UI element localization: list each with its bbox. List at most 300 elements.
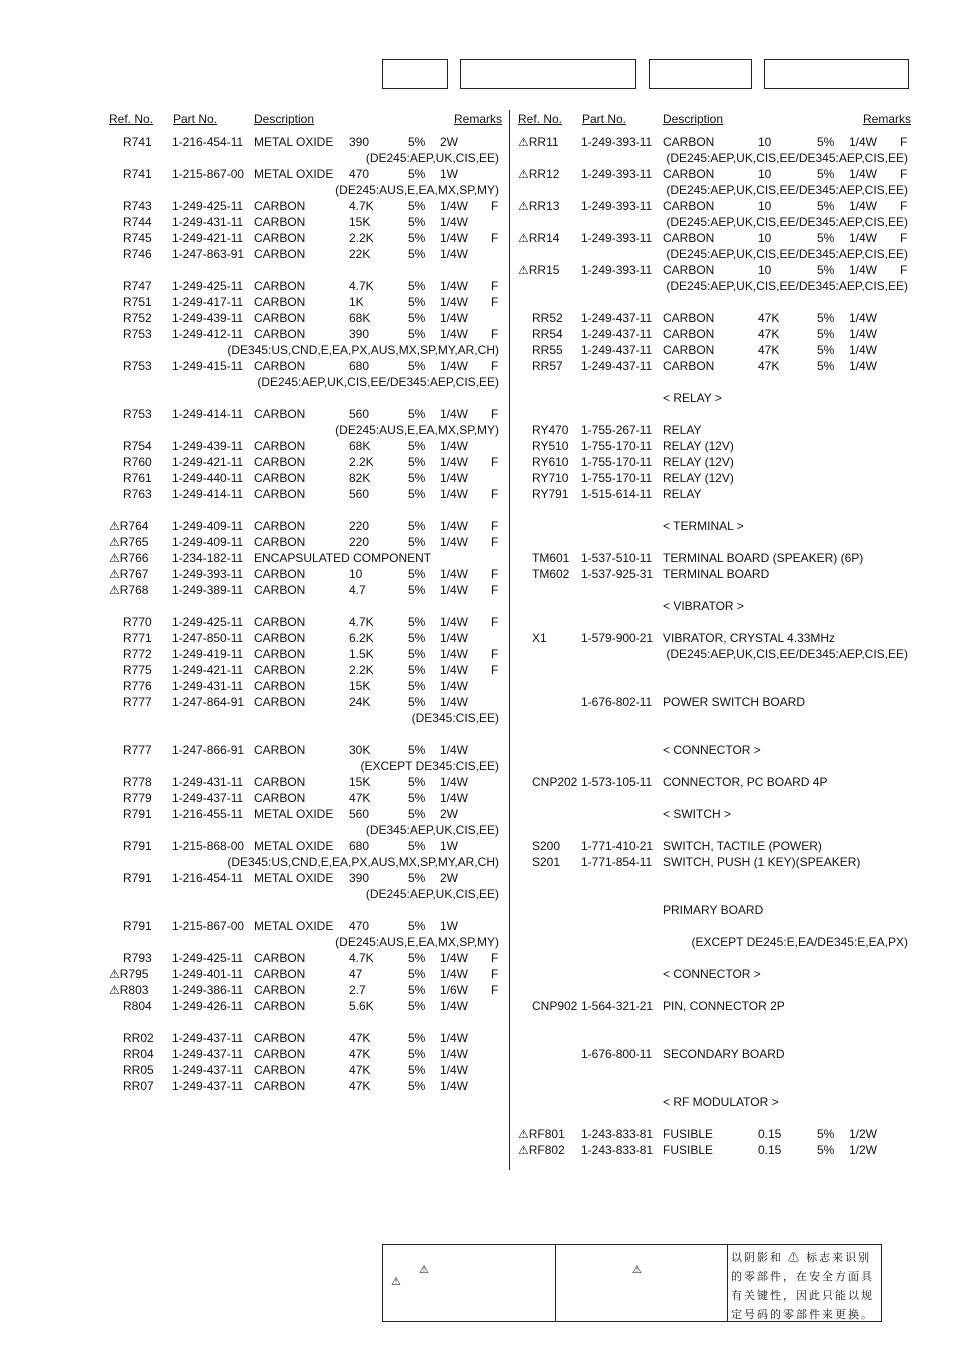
cell-part: 1-249-414-11: [172, 487, 244, 501]
cell-desc: CARBON: [254, 999, 306, 1013]
cell-desc: RELAY: [663, 487, 702, 501]
left-part-row: [0, 663, 954, 679]
cell-desc: CARBON: [254, 215, 306, 229]
cell-value: 390: [349, 135, 370, 149]
header-box-3: [649, 59, 752, 89]
cell-rating: 1/4W: [440, 583, 469, 597]
cell-part: 1-249-426-11: [172, 999, 244, 1013]
cell-remark: (DE245:AEP,UK,CIS,EE/DE345:AEP,CIS,EE): [666, 247, 908, 261]
cell-part: 1-249-437-11: [172, 1031, 244, 1045]
cell-ref: R770: [123, 615, 152, 629]
cell-ref: RY510: [532, 439, 569, 453]
cell-part: 1-249-393-11: [172, 567, 244, 581]
cell-part: 1-249-415-11: [172, 359, 244, 373]
left-part-row: [0, 871, 954, 887]
cell-rating: 1/4W: [440, 199, 469, 213]
cell-desc: CARBON: [254, 775, 306, 789]
cell-ref: R791: [123, 839, 152, 853]
cell-value: 0.15: [758, 1143, 782, 1157]
cell-desc: CARBON: [254, 663, 306, 677]
cell-desc: CARBON: [254, 583, 306, 597]
cell-value: 10: [758, 135, 772, 149]
cell-part: 1-249-417-11: [172, 295, 244, 309]
cell-value: 47K: [349, 791, 371, 805]
cell-desc: CARBON: [663, 263, 715, 277]
cell-part: 1-247-864-91: [172, 695, 245, 709]
cell-desc: CARBON: [254, 951, 306, 965]
cell-desc: RELAY: [663, 423, 702, 437]
left-header-desc: Description: [254, 112, 315, 126]
cell-part: 1-249-437-11: [172, 1047, 244, 1061]
right-part-row: [0, 1095, 954, 1111]
cell-rating: 1/4W: [440, 631, 469, 645]
cell-part: 1-249-421-11: [172, 231, 244, 245]
left-part-row: [0, 583, 954, 599]
right-part-row: [0, 839, 954, 855]
left-part-row: [0, 375, 954, 391]
right-part-row: [0, 743, 954, 759]
cell-ref: R772: [123, 647, 152, 661]
cell-value: 47K: [758, 359, 780, 373]
cell-tolerance: 5%: [408, 951, 426, 965]
cell-remark: F: [491, 279, 499, 293]
cell-remark: (DE245:AEP,UK,CIS,EE/DE345:AEP,CIS,EE): [666, 183, 908, 197]
cell-value: 390: [349, 871, 370, 885]
cell-remark: F: [900, 199, 908, 213]
cell-ref: R753: [123, 407, 152, 421]
right-part-row: [0, 903, 954, 919]
cell-ref: RR04: [123, 1047, 154, 1061]
cell-ref: R778: [123, 775, 152, 789]
cell-remark: F: [491, 231, 499, 245]
cell-part: 1-537-510-11: [581, 551, 653, 565]
cell-part: 1-249-393-11: [581, 199, 653, 213]
cell-remark: (DE345:AEP,UK,CIS,EE): [365, 823, 499, 837]
cell-ref: ⚠R767: [109, 567, 149, 581]
cell-value: 4.7K: [349, 279, 374, 293]
cell-part: 1-249-437-11: [172, 1063, 244, 1077]
cell-value: 4.7K: [349, 615, 374, 629]
cell-ref: ⚠RF802: [518, 1143, 565, 1157]
cell-ref: ⚠RR13: [518, 199, 560, 213]
cell-desc: CARBON: [254, 695, 306, 709]
cell-part: 1-249-393-11: [581, 231, 653, 245]
cell-remark: F: [491, 567, 499, 581]
cell-rating: 1/4W: [440, 279, 469, 293]
right-part-row: [0, 599, 954, 615]
cell-tolerance: 5%: [817, 263, 835, 277]
cell-ref: R763: [123, 487, 152, 501]
cell-part: 1-216-455-11: [172, 807, 244, 821]
cell-ref: R791: [123, 807, 152, 821]
cell-rating: 1/4W: [440, 455, 469, 469]
cell-tolerance: 5%: [408, 791, 426, 805]
cell-tolerance: 5%: [408, 967, 426, 981]
cell-part: 1-249-437-11: [581, 359, 653, 373]
cell-desc: CARBON: [663, 343, 715, 357]
cell-part: 1-249-421-11: [172, 663, 244, 677]
cell-ref: RR02: [123, 1031, 154, 1045]
cell-tolerance: 5%: [408, 407, 426, 421]
cell-desc: < SWITCH >: [663, 807, 732, 821]
right-header-ref: Ref. No.: [518, 112, 563, 126]
cell-desc: RELAY (12V): [663, 455, 734, 469]
cell-part: 1-249-431-11: [172, 215, 244, 229]
cell-desc: METAL OXIDE: [254, 167, 334, 181]
cell-part: 1-515-614-11: [581, 487, 653, 501]
cell-desc: VIBRATOR, CRYSTAL 4.33MHz: [663, 631, 836, 645]
cell-ref: CNP902: [532, 999, 578, 1013]
right-part-row: [0, 151, 954, 167]
cell-desc: CARBON: [254, 247, 306, 261]
cell-part: 1-249-431-11: [172, 679, 244, 693]
cell-value: 10: [758, 263, 772, 277]
cell-remark: F: [491, 967, 499, 981]
notice-cell-1: [383, 1245, 556, 1321]
cell-tolerance: 5%: [408, 695, 426, 709]
cell-remark: F: [900, 135, 908, 149]
left-part-row: [0, 983, 954, 999]
cell-rating: 1/4W: [440, 791, 469, 805]
cell-ref: R743: [123, 199, 152, 213]
cell-ref: R752: [123, 311, 152, 325]
cell-desc: CARBON: [254, 279, 306, 293]
cell-desc: < TERMINAL >: [663, 519, 744, 533]
cell-desc: TERMINAL BOARD (SPEAKER) (6P): [663, 551, 864, 565]
cell-desc: CARBON: [254, 647, 306, 661]
cell-value: 15K: [349, 215, 371, 229]
cell-ref: RR54: [532, 327, 563, 341]
right-part-row: [0, 1127, 954, 1143]
cell-tolerance: 5%: [408, 1063, 426, 1077]
cell-ref: RR05: [123, 1063, 154, 1077]
cell-desc: CARBON: [254, 567, 306, 581]
cell-tolerance: 5%: [408, 983, 426, 997]
cell-rating: 1/4W: [440, 471, 469, 485]
left-part-row: [0, 791, 954, 807]
cell-tolerance: 5%: [408, 631, 426, 645]
cell-desc: CARBON: [663, 167, 715, 181]
cell-ref: R760: [123, 455, 152, 469]
cell-ref: R804: [123, 999, 152, 1013]
cell-value: 4.7K: [349, 199, 374, 213]
cell-part: 1-247-863-91: [172, 247, 245, 261]
cell-part: 1-249-431-11: [172, 775, 244, 789]
warning-icon: ⚠: [391, 1276, 401, 1288]
left-part-row: [0, 887, 954, 903]
cell-tolerance: 5%: [817, 327, 835, 341]
cell-rating: 1/4W: [440, 1031, 469, 1045]
notice-cell-2: [555, 1245, 728, 1321]
cell-ref: S201: [532, 855, 561, 869]
cell-part: 1-249-393-11: [581, 167, 653, 181]
cell-remark: (EXCEPT DE245:E,EA/DE345:E,EA,PX): [691, 935, 908, 949]
cell-tolerance: 5%: [408, 279, 426, 293]
cell-desc: CARBON: [254, 471, 306, 485]
cell-rating: 1/4W: [849, 343, 878, 357]
right-part-row: [0, 343, 954, 359]
cell-rating: 1W: [440, 839, 458, 853]
cell-value: 47K: [758, 343, 780, 357]
cell-ref: ⚠RR12: [518, 167, 560, 181]
safety-notice-box: [382, 1244, 882, 1322]
left-part-row: [0, 711, 954, 727]
cell-ref: R754: [123, 439, 152, 453]
cell-part: 1-249-386-11: [172, 983, 244, 997]
cell-rating: 2W: [440, 871, 458, 885]
right-part-row: [0, 167, 954, 183]
cell-rating: 1/2W: [849, 1143, 878, 1157]
cell-desc: CARBON: [254, 1063, 306, 1077]
cell-remark: (DE345:CIS,EE): [411, 711, 499, 725]
cell-ref: ⚠R764: [109, 519, 149, 533]
cell-rating: 1/4W: [849, 167, 878, 181]
cell-part: 1-249-412-11: [172, 327, 244, 341]
cell-part: 1-249-409-11: [172, 535, 244, 549]
right-part-row: [0, 487, 954, 503]
cell-part: 1-579-900-21: [581, 631, 654, 645]
cell-desc: CARBON: [254, 1031, 306, 1045]
cell-desc: TERMINAL BOARD: [663, 567, 770, 581]
cell-ref: R753: [123, 359, 152, 373]
cell-desc: CARBON: [254, 1079, 306, 1093]
cell-remark: F: [491, 535, 499, 549]
cell-part: 1-249-409-11: [172, 519, 244, 533]
cell-value: 68K: [349, 439, 371, 453]
right-part-row: [0, 775, 954, 791]
cell-rating: 1/4W: [440, 615, 469, 629]
cell-rating: 1/4W: [849, 263, 878, 277]
cell-desc: RELAY (12V): [663, 471, 734, 485]
cell-desc: METAL OXIDE: [254, 807, 334, 821]
cell-desc: CARBON: [254, 327, 306, 341]
cell-tolerance: 5%: [408, 455, 426, 469]
cell-rating: 1/4W: [440, 1063, 469, 1077]
cell-ref: ⚠R765: [109, 535, 149, 549]
cell-part: 1-247-850-11: [172, 631, 244, 645]
right-part-row: [0, 327, 954, 343]
cell-ref: TM601: [532, 551, 570, 565]
cell-remark: (DE245:AUS,E,EA,MX,SP,MY): [335, 183, 499, 197]
cell-tolerance: 5%: [408, 567, 426, 581]
cell-ref: ⚠R803: [109, 983, 149, 997]
cell-ref: R771: [123, 631, 152, 645]
cell-tolerance: 5%: [408, 487, 426, 501]
cell-ref: R791: [123, 871, 152, 885]
cell-tolerance: 5%: [817, 199, 835, 213]
cell-ref: RY791: [532, 487, 569, 501]
cell-tolerance: 5%: [408, 167, 426, 181]
cell-remark: (DE345:US,CND,E,EA,PX,AUS,MX,SP,MY,AR,CH): [227, 343, 499, 357]
cell-ref: RY610: [532, 455, 569, 469]
cell-tolerance: 5%: [408, 471, 426, 485]
cell-part: 1-676-800-11: [581, 1047, 653, 1061]
header-box-4: [764, 59, 909, 89]
cell-rating: 1/4W: [440, 535, 469, 549]
cell-desc: CARBON: [254, 535, 306, 549]
cell-rating: 1/4W: [440, 695, 469, 709]
right-part-row: [0, 471, 954, 487]
cell-rating: 1/4W: [440, 1079, 469, 1093]
cell-part: 1-249-437-11: [172, 791, 244, 805]
right-part-row: [0, 135, 954, 151]
cell-rating: 1W: [440, 919, 458, 933]
cell-rating: 1/4W: [440, 311, 469, 325]
cell-value: 5.6K: [349, 999, 374, 1013]
right-part-row: [0, 231, 954, 247]
cell-part: 1-249-414-11: [172, 407, 244, 421]
cell-remark: F: [900, 231, 908, 245]
cell-ref: R744: [123, 215, 152, 229]
cell-tolerance: 5%: [817, 359, 835, 373]
cell-ref: TM602: [532, 567, 570, 581]
cell-rating: 1/4W: [440, 231, 469, 245]
cell-remark: F: [491, 647, 499, 661]
cell-part: 1-755-267-11: [581, 423, 653, 437]
cell-remark: F: [491, 951, 499, 965]
cell-part: 1-249-393-11: [581, 135, 653, 149]
cell-part: 1-216-454-11: [172, 135, 244, 149]
right-part-row: [0, 183, 954, 199]
cell-ref: CNP202: [532, 775, 578, 789]
cell-desc: CARBON: [254, 743, 306, 757]
cell-tolerance: 5%: [817, 1143, 835, 1157]
right-part-row: [0, 199, 954, 215]
cell-part: 1-216-454-11: [172, 871, 244, 885]
left-part-row: [0, 823, 954, 839]
cell-ref: RY470: [532, 423, 569, 437]
cell-remark: F: [491, 519, 499, 533]
cell-desc: CARBON: [254, 199, 306, 213]
cell-tolerance: 5%: [408, 135, 426, 149]
cell-rating: 1/4W: [440, 359, 469, 373]
cell-desc: SECONDARY BOARD: [663, 1047, 785, 1061]
cell-desc: METAL OXIDE: [254, 919, 334, 933]
cell-desc: < RELAY >: [663, 391, 722, 405]
cell-tolerance: 5%: [408, 519, 426, 533]
cell-rating: 1/4W: [440, 487, 469, 501]
cell-desc: CARBON: [663, 135, 715, 149]
cell-ref: ⚠RF801: [518, 1127, 565, 1141]
cell-part: 1-243-833-81: [581, 1127, 654, 1141]
cell-tolerance: 5%: [408, 1079, 426, 1093]
right-part-row: [0, 935, 954, 951]
cell-remark: (DE345:US,CND,E,EA,PX,AUS,MX,SP,MY,AR,CH): [227, 855, 499, 869]
cell-remark: (DE245:AEP,UK,CIS,EE/DE345:AEP,CIS,EE): [666, 647, 908, 661]
cell-desc: PRIMARY BOARD: [663, 903, 764, 917]
cell-remark: (DE245:AUS,E,EA,MX,SP,MY): [335, 935, 499, 949]
left-part-row: [0, 295, 954, 311]
cell-desc: CARBON: [254, 311, 306, 325]
cell-rating: 1/6W: [440, 983, 469, 997]
cell-value: 470: [349, 919, 370, 933]
cell-tolerance: 5%: [408, 919, 426, 933]
cell-tolerance: 5%: [408, 871, 426, 885]
left-part-row: [0, 1079, 954, 1095]
cell-ref: R746: [123, 247, 152, 261]
cell-rating: 1/4W: [440, 439, 469, 453]
cell-part: 1-249-439-11: [172, 439, 244, 453]
cell-part: 1-537-925-31: [581, 567, 654, 581]
cell-remark: F: [900, 263, 908, 277]
cell-ref: ⚠R795: [109, 967, 149, 981]
cell-rating: 2W: [440, 135, 458, 149]
cell-desc: CARBON: [254, 487, 306, 501]
cell-value: 22K: [349, 247, 371, 261]
cell-tolerance: 5%: [817, 167, 835, 181]
cell-tolerance: 5%: [408, 663, 426, 677]
cell-remark: (DE245:AEP,UK,CIS,EE/DE345:AEP,CIS,EE): [666, 279, 908, 293]
cell-remark: F: [491, 359, 499, 373]
cell-value: 560: [349, 407, 370, 421]
warning-icon: ⚠: [632, 1264, 642, 1276]
cell-part: 1-564-321-21: [581, 999, 654, 1013]
cell-part: 1-234-182-11: [172, 551, 244, 565]
cell-desc: CARBON: [254, 407, 306, 421]
right-part-row: [0, 455, 954, 471]
cell-value: 1K: [349, 295, 364, 309]
cell-rating: 1/4W: [440, 951, 469, 965]
cell-desc: CARBON: [254, 231, 306, 245]
cell-part: 1-249-440-11: [172, 471, 244, 485]
cell-tolerance: 5%: [817, 343, 835, 357]
cell-ref: R761: [123, 471, 152, 485]
cell-desc: PIN, CONNECTOR 2P: [663, 999, 785, 1013]
right-part-row: [0, 967, 954, 983]
cell-value: 560: [349, 807, 370, 821]
cell-value: 680: [349, 839, 370, 853]
cell-remark: F: [491, 295, 499, 309]
cell-desc: FUSIBLE: [663, 1127, 714, 1141]
cell-part: 1-215-868-00: [172, 839, 245, 853]
cell-value: 2.2K: [349, 231, 374, 245]
cell-remark: F: [491, 455, 499, 469]
cell-part: 1-676-802-11: [581, 695, 653, 709]
cell-part: 1-249-437-11: [581, 327, 653, 341]
cell-rating: 1/4W: [849, 327, 878, 341]
cell-rating: 2W: [440, 807, 458, 821]
cell-rating: 1/4W: [849, 135, 878, 149]
header-box-1: [382, 59, 448, 89]
right-part-row: [0, 1143, 954, 1159]
right-part-row: [0, 631, 954, 647]
right-part-row: [0, 855, 954, 871]
cell-rating: 1/4W: [849, 359, 878, 373]
cell-part: 1-249-393-11: [581, 263, 653, 277]
cell-value: 82K: [349, 471, 371, 485]
cell-rating: 1/4W: [440, 679, 469, 693]
cell-part: 1-249-421-11: [172, 455, 244, 469]
right-part-row: [0, 311, 954, 327]
cell-value: 47K: [758, 311, 780, 325]
cell-ref: R753: [123, 327, 152, 341]
cell-desc: < VIBRATOR >: [663, 599, 744, 613]
cell-ref: ⚠RR11: [518, 135, 559, 149]
cell-part: 1-249-437-11: [581, 311, 653, 325]
left-header-part: Part No.: [173, 112, 218, 126]
left-part-row: [0, 759, 954, 775]
cell-value: 30K: [349, 743, 371, 757]
left-part-row: [0, 951, 954, 967]
cell-ref: X1: [532, 631, 547, 645]
cell-value: 47K: [349, 1047, 371, 1061]
cell-part: 1-249-437-11: [581, 343, 653, 357]
cell-desc: CARBON: [663, 311, 715, 325]
cell-part: 1-249-419-11: [172, 647, 244, 661]
cell-value: 4.7K: [349, 951, 374, 965]
cell-value: 68K: [349, 311, 371, 325]
cell-part: 1-249-425-11: [172, 615, 244, 629]
